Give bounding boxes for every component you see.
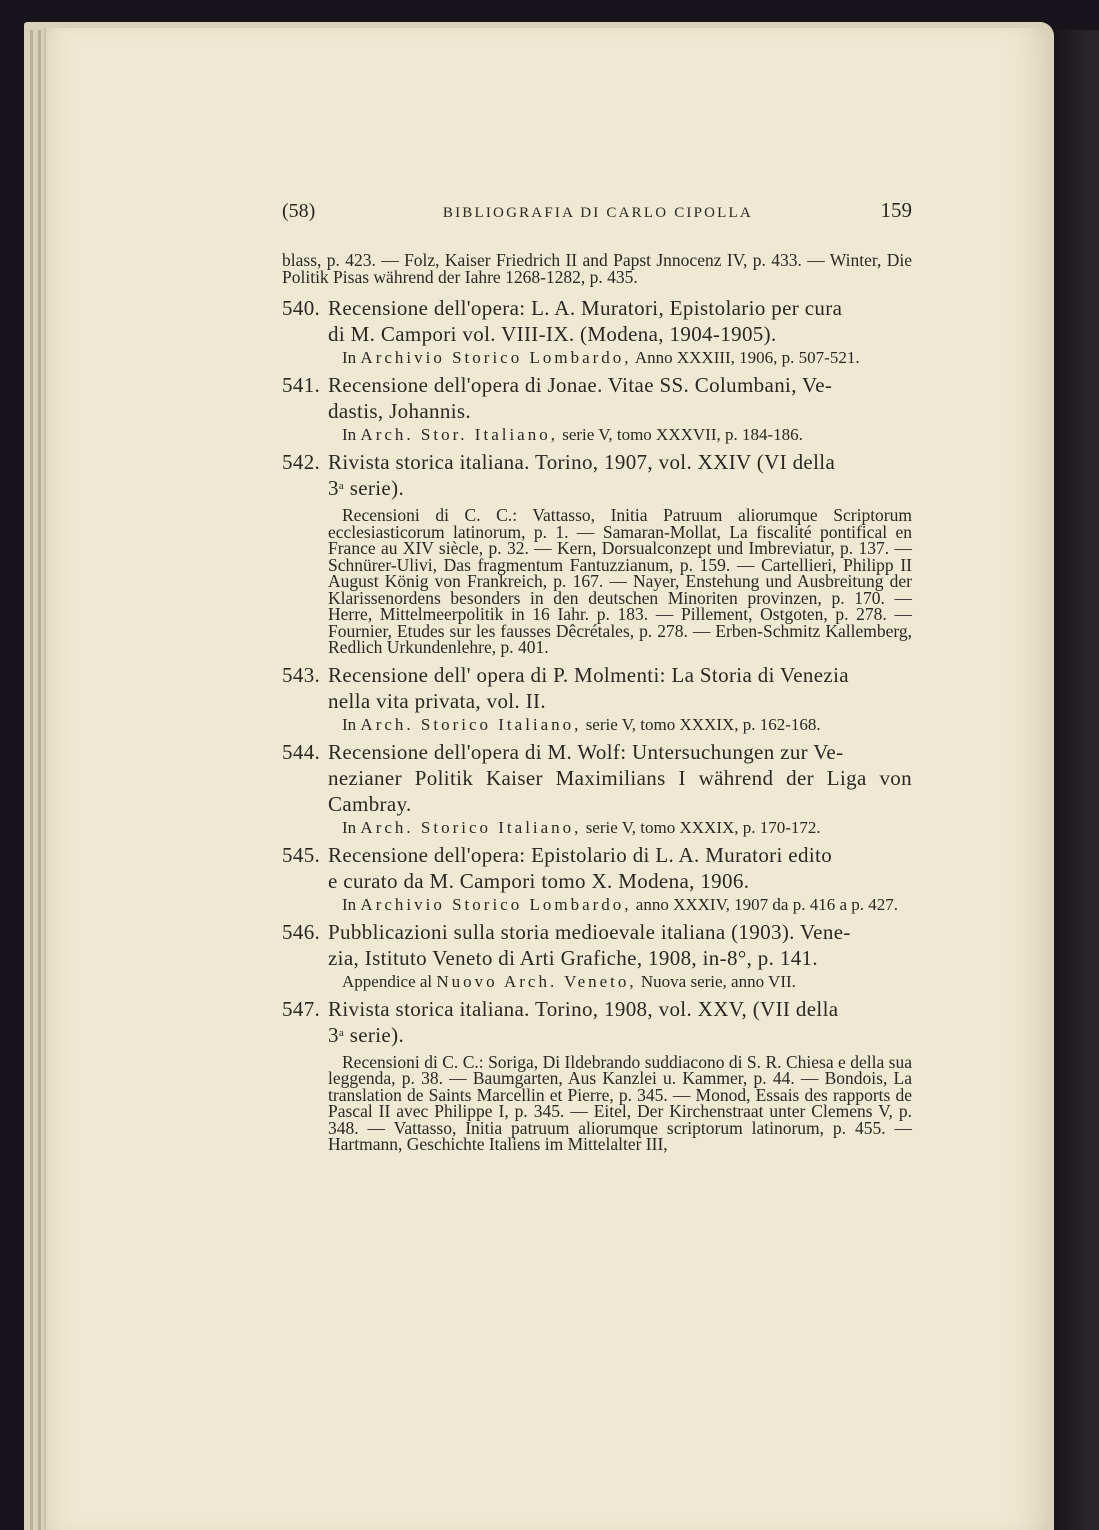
citation-journal: Archivio Storico Lombardo, — [360, 348, 632, 367]
bibliography-entry — [282, 662, 912, 733]
entry-number: 547. — [282, 996, 321, 1021]
citation-prefix: In — [342, 714, 357, 734]
entry-number: 542. — [282, 450, 321, 474]
entry-number: 541. — [282, 373, 321, 397]
entry-title-line: Pubblicazioni sulla storia medioevale italiana (1903). Vene- — [328, 919, 851, 944]
citation-journal: Archivio Storico Lombardo, — [360, 894, 632, 914]
entry-number: 545. — [282, 842, 321, 867]
entry-title — [282, 842, 912, 894]
entry-reviews-note: Recensioni di C. C.: Soriga, Di Ildebrando suddiacono di S. R. Chiesa e della sua leggenda, p. 38. — Baumgarten, Aus Kanzlei u. Kammer, p. 44. — Bondois, La translation de Saints Marcellin et Pierre, p. 345. — Monod, Essais des rapports de Pascal II avec Philippe I, p. 345. — Eitel, Der Kirchenstraat unter Clemens V, p. 348. — Vattasso, Initia patruum aliorumque scriptorum latinorum, p. 455. — Hartmann, Geschichte Italiens im Mittelalter III, — [328, 1051, 912, 1154]
entry-number: 540. — [282, 296, 321, 320]
entry-citation — [282, 973, 912, 990]
entry-title-line: Recensione dell'opera: L. A. Muratori, Epistolario per cura — [328, 296, 843, 320]
citation-details: Nuova serie, anno VII. — [640, 971, 796, 991]
entry-citation — [282, 716, 912, 733]
entry-title-line: Rivista storica italiana. Torino, 1908, vol. XXV, (VII della — [328, 996, 839, 1021]
running-title: BIBLIOGRAFIA DI CARLO CIPOLLA — [442, 205, 753, 221]
ordinal-superscript: a — [338, 1026, 345, 1039]
entry-title-rest: e curato da M. Campori tomo X. Modena, 1906. — [328, 868, 750, 893]
entry-citation — [282, 896, 912, 913]
section-number: (58) — [282, 200, 316, 222]
entry-title-line: Recensione dell' opera di P. Molmenti: La Storia di Venezia — [328, 662, 849, 687]
citation-journal: Arch. Storico Italiano, — [360, 817, 582, 837]
entry-title-rest: nezianer Politik Kaiser Maximilians I während der Liga von Cambray. — [328, 765, 912, 816]
entry-title — [282, 996, 912, 1048]
entry-citation — [282, 819, 912, 836]
citation-prefix: Appendice al — [342, 971, 433, 991]
entry-reviews-note: Recensioni di C. C.: Vattasso, Initia Patruum aliorumque Scriptorum ecclesiasticorum latinorum, p. 1. — Samaran-Mollat, La fiscalité pontifical en France au XIV siècle, p. 32. — Kern, Dorsualconzept und Imbreviatur, p. 137. — Schnürer-Ulivi, Das fragmentum Fantuzzianum, p. 159. — Cartellieri, Philipp II August König von Frankreich, p. 167. — Nayer, Enstehung und Ausbreitung der Klarissenordens besonders in den deutschen Minoriten provinzen, p. 170. — Herre, Mittelmeerpolitik in 16 Iahr. p. 183. — Pillement, Ostgoten, p. 278. — Fournier, Etudes sur les fausses Dêcrétales, p. 278. — Erben-Schmitz Kallemberg, Redlich Urkundenlehre, p. 401. — [328, 505, 912, 657]
entry-title — [282, 662, 912, 714]
running-header — [282, 200, 912, 224]
entry-title — [282, 372, 912, 424]
entry-title-line: Recensione dell'opera di Jonae. Vitae SS. Columbani, Ve- — [328, 373, 833, 397]
entry-title-line: Recensione dell'opera di M. Wolf: Untersuchungen zur Ve- — [328, 739, 844, 764]
bibliography-entry — [282, 449, 912, 656]
page-number: 159 — [880, 198, 912, 222]
entry-title-continued — [282, 398, 912, 424]
bibliography-entry — [282, 996, 912, 1153]
page-gutter-shadow — [1053, 30, 1099, 1530]
continuation-text: blass, p. 423. — Folz, Kaiser Friedrich II and Papst Jnnocenz IV, p. 433. — Winter, Die Politik Pisas während der Iahre 1268-1282, p. 435. — [282, 250, 912, 287]
entry-title-rest: zia, Istituto Veneto di Arti Grafiche, 1908, in-8°, p. 141. — [328, 945, 818, 970]
citation-journal: Arch. Stor. Italiano, — [360, 425, 558, 444]
citation-details: Anno XXXIII, 1906, p. 507-521. — [634, 348, 860, 367]
bibliography-entries — [282, 295, 912, 1153]
series-number: 3 — [328, 1022, 339, 1047]
citation-prefix: In — [342, 425, 357, 444]
ordinal-superscript: a — [338, 480, 345, 492]
bibliography-entry — [282, 842, 912, 913]
citation-journal: Arch. Storico Italiano, — [360, 714, 582, 734]
citation-details: anno XXXIV, 1907 da p. 416 a p. 427. — [635, 894, 898, 914]
entry-title-continued — [282, 765, 912, 817]
citation-prefix: In — [342, 817, 357, 837]
entry-title-continued — [282, 688, 912, 714]
bibliography-entry — [282, 372, 912, 443]
entry-title — [282, 919, 912, 971]
entry-title-continued — [282, 945, 912, 971]
entry-citation — [282, 349, 912, 366]
entry-title-rest: nella vita privata, vol. II. — [328, 688, 546, 713]
entry-title-line: Recensione dell'opera: Epistolario di L. A. Muratori edito — [328, 842, 833, 867]
entry-title-continued — [282, 868, 912, 894]
entry-title-continued — [282, 1022, 912, 1048]
series-number: 3 — [328, 476, 339, 500]
entry-number: 544. — [282, 739, 321, 764]
entry-title-rest: dastis, Johannis. — [328, 399, 472, 423]
bibliography-entry — [282, 295, 912, 366]
citation-details: serie V, tomo XXXVII, p. 184-186. — [562, 425, 803, 444]
citation-details: serie V, tomo XXXIX, p. 170-172. — [585, 817, 821, 837]
entry-title-continued — [282, 475, 912, 501]
entry-number: 546. — [282, 919, 321, 944]
entry-title-rest: serie). — [349, 476, 405, 500]
entry-number: 543. — [282, 662, 321, 687]
entry-title-rest: di M. Campori vol. VIII-IX. (Modena, 1904-1905). — [328, 322, 777, 346]
entry-title-continued — [282, 321, 912, 347]
bibliography-entry — [282, 919, 912, 990]
citation-details: serie V, tomo XXXIX, p. 162-168. — [585, 714, 821, 734]
entry-title-rest: serie). — [349, 1022, 405, 1047]
bibliography-entry — [282, 739, 912, 836]
citation-prefix: In — [342, 348, 357, 367]
entry-title-line: Rivista storica italiana. Torino, 1907, vol. XXIV (VI della — [328, 450, 836, 474]
entry-title — [282, 449, 912, 501]
citation-prefix: In — [342, 894, 357, 914]
citation-journal: Nuovo Arch. Veneto, — [436, 971, 637, 991]
entry-title — [282, 295, 912, 347]
entry-title — [282, 739, 912, 817]
page-content — [282, 200, 912, 1159]
entry-citation — [282, 426, 912, 443]
